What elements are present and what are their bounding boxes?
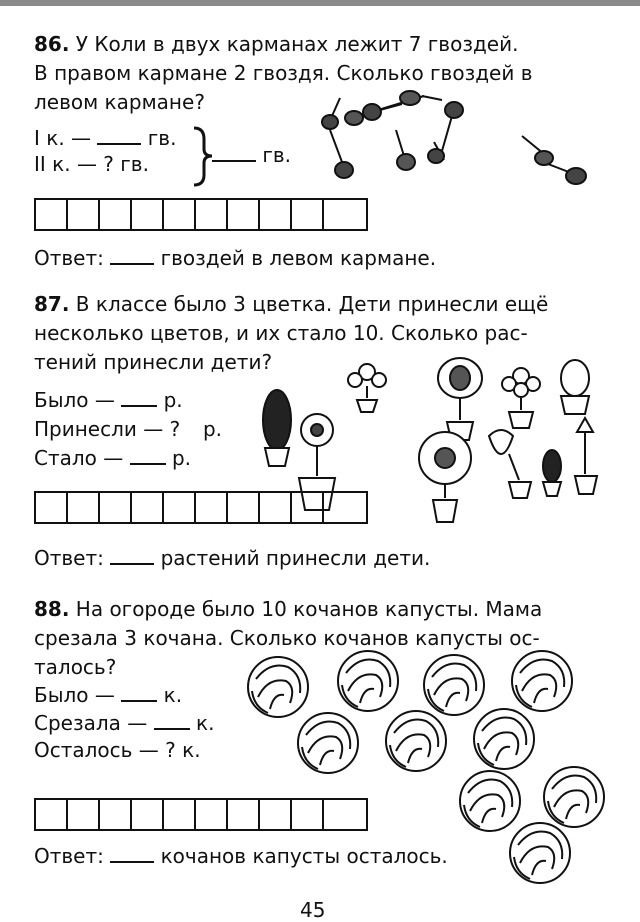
task-88-line-3: талось? bbox=[34, 655, 117, 679]
blank-line bbox=[130, 449, 166, 465]
task-87-row-3-label: Стало — bbox=[34, 446, 124, 470]
answer-text: кочанов капусты осталось. bbox=[160, 844, 448, 868]
blank-line bbox=[110, 549, 154, 565]
task-86-line-2: В правом кармане 2 гвоздя. Сколько гвоздей в bbox=[34, 61, 533, 85]
task-87-row-1-label: Было — bbox=[34, 388, 115, 412]
top-border bbox=[0, 0, 640, 6]
answer-label: Ответ: bbox=[34, 546, 104, 570]
task-86-total-unit: гв. bbox=[262, 143, 292, 167]
task-86-number: 86. bbox=[34, 32, 70, 56]
task-87-row-1 bbox=[34, 388, 183, 412]
task-86-row-1 bbox=[34, 126, 176, 150]
blank-line bbox=[110, 847, 154, 863]
task-88-row-2 bbox=[34, 711, 214, 735]
task-88-answer bbox=[34, 844, 448, 868]
task-87-number: 87. bbox=[34, 292, 70, 316]
task-86-row-1-label: I к. — bbox=[34, 126, 92, 150]
task-88-number: 88. bbox=[34, 597, 70, 621]
task-88-row-2-label: Срезала — bbox=[34, 711, 148, 735]
answer-grid bbox=[34, 198, 368, 231]
task-88-text-1: На огороде было 10 кочанов капусты. Мама bbox=[75, 597, 543, 621]
blank-line bbox=[121, 686, 157, 702]
answer-grid bbox=[34, 798, 368, 831]
task-86-answer bbox=[34, 246, 436, 270]
task-87-row-3 bbox=[34, 446, 191, 470]
blank-line bbox=[97, 129, 141, 145]
task-87-row-3-unit: р. bbox=[171, 446, 192, 470]
task-87-row-1-unit: р. bbox=[163, 388, 183, 412]
answer-grid bbox=[34, 491, 368, 524]
task-86-row-2: II к. — ? гв. bbox=[34, 152, 149, 176]
task-87-answer bbox=[34, 546, 430, 570]
task-88-row-1 bbox=[34, 683, 182, 707]
page-number: 45 bbox=[300, 898, 326, 922]
task-88-line-2: срезала 3 кочана. Сколько кочанов капусты ос- bbox=[34, 626, 540, 650]
task-87-line-2: несколько цветов, и их стало 10. Сколько рас- bbox=[34, 321, 528, 345]
task-86-text-1: У Коли в двух карманах лежит 7 гвоздей. bbox=[75, 32, 519, 56]
task-88-row-1-unit: к. bbox=[163, 683, 183, 707]
answer-label: Ответ: bbox=[34, 844, 104, 868]
task-86-row-1-unit: гв. bbox=[147, 126, 177, 150]
task-87-text-1: В классе было 3 цветка. Дети принесли ещё bbox=[75, 292, 549, 316]
blank-line bbox=[212, 146, 256, 162]
answer-text: растений принесли дети. bbox=[160, 546, 431, 570]
task-86-total bbox=[212, 143, 291, 167]
task-87-row-2 bbox=[34, 417, 222, 441]
task-88-line-1 bbox=[34, 597, 542, 621]
task-88-row-1-label: Было — bbox=[34, 683, 115, 707]
nails-illustration bbox=[312, 90, 602, 190]
task-87-line-3: тений принесли дети? bbox=[34, 350, 273, 374]
blank-line bbox=[110, 249, 154, 265]
blank-line bbox=[121, 391, 157, 407]
task-88-row-3: Осталось — ? к. bbox=[34, 738, 201, 762]
task-86-line-1 bbox=[34, 32, 518, 56]
answer-label: Ответ: bbox=[34, 246, 104, 270]
task-86-line-3: левом кармане? bbox=[34, 90, 205, 114]
task-88-row-2-unit: к. bbox=[195, 711, 215, 735]
task-87-row-2-label: Принесли — ? bbox=[34, 417, 181, 441]
answer-text: гвоздей в левом кармане. bbox=[160, 246, 437, 270]
task-87-row-2-unit: р. bbox=[202, 417, 223, 441]
blank-line bbox=[154, 714, 190, 730]
task-87-line-1 bbox=[34, 292, 548, 316]
